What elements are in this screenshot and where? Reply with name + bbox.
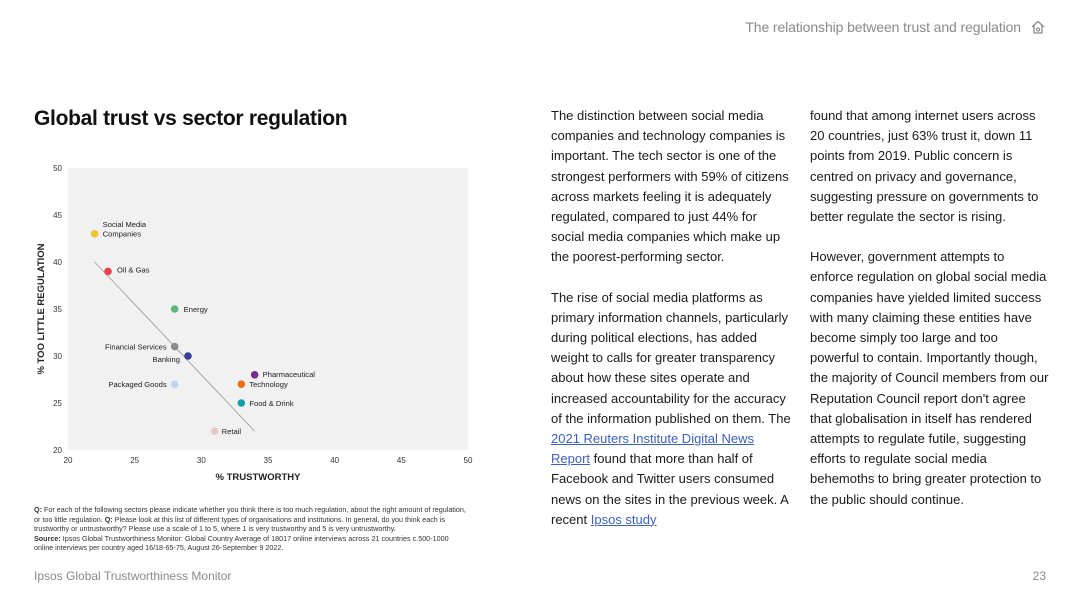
- data-point-banking: [184, 352, 192, 360]
- data-point-label: Food & Drink: [249, 399, 294, 408]
- y-tick-label: 50: [53, 164, 62, 173]
- y-tick-label: 45: [53, 211, 62, 220]
- y-tick-label: 40: [53, 258, 62, 267]
- x-axis-label: % TRUSTWORTHY: [215, 472, 301, 483]
- data-point-food-drink: [238, 399, 246, 407]
- data-point-label: Retail: [221, 427, 242, 437]
- x-tick-label: 45: [396, 456, 406, 465]
- paragraph: However, government attempts to enforce regulation on global social media companies have yielded limited success with many claiming these entities have become simply too large and too powerful to contain. Importantly though, the majority of Council members from our Reputation Council report don't agree that globalisation in itself has rendered attempts to regulate futile, suggesting efforts to regulate social media behemoths to bring greater protection to the public should continue.: [810, 249, 1049, 507]
- chart-title: Global trust vs sector regulation: [34, 107, 348, 130]
- page-number: 23: [1032, 569, 1046, 583]
- home-icon[interactable]: [1030, 19, 1046, 35]
- paragraph: found that among internet users across 20 countries, just 63% trust it, down 11 points from 2019. Public concern is centred on privacy and governance, suggesting pressure on governments to better regulate the sector is rising.: [810, 108, 1039, 225]
- data-point-financial-services: [171, 343, 179, 351]
- data-point-oil-gas: [104, 268, 112, 276]
- data-point-label: Banking: [152, 355, 180, 364]
- x-tick-label: 50: [463, 456, 473, 465]
- text-column-2: [810, 106, 1050, 530]
- data-point-label: Oil & Gas: [117, 265, 150, 275]
- y-axis-label: % TOO LITTLE REGULATION: [36, 243, 47, 375]
- reuters-report-link[interactable]: 2021 Reuters Institute Digital News Report: [551, 431, 755, 467]
- data-point-label: Social Media Companies: [102, 219, 147, 239]
- y-tick-label: 20: [53, 446, 62, 455]
- x-tick-label: 35: [263, 456, 273, 465]
- text-column-1: [551, 106, 793, 550]
- data-point-retail: [211, 427, 219, 435]
- scatter-chart: [30, 160, 475, 490]
- data-point-label: Technology: [249, 380, 288, 390]
- x-tick-label: 20: [63, 456, 73, 465]
- data-point-pharmaceutical: [251, 371, 259, 379]
- data-point-technology: [238, 380, 246, 388]
- x-tick-label: 40: [330, 456, 340, 465]
- y-tick-label: 30: [53, 352, 62, 361]
- ipsos-study-link[interactable]: Ipsos study: [590, 511, 657, 527]
- header-title: The relationship between trust and regulation: [745, 19, 1021, 35]
- paragraph: The rise of social media platforms as primary information channels, particularly during political elections, has added weight to calls for greater transparency about how these sites operate and increased accountability for the accuracy of the information published on them. The 2021 Reuters Institute Digital News Report found that more than half of Facebook and Twitter users consumed news on the sites in the previous week. A recent Ipsos study: [551, 289, 791, 527]
- data-point-energy: [171, 305, 179, 313]
- x-tick-label: 25: [130, 456, 140, 465]
- y-tick-label: 35: [53, 305, 62, 314]
- data-point-label: Pharmaceutical: [262, 369, 316, 379]
- data-point-social-media: [91, 230, 99, 238]
- data-point-packaged-goods: [171, 380, 179, 388]
- x-tick-label: 30: [196, 456, 206, 465]
- footer-source: Ipsos Global Trustworthiness Monitor: [34, 569, 232, 583]
- data-point-label: Packaged Goods: [108, 380, 167, 390]
- paragraph: The distinction between social media companies and technology companies is important. The tech sector is one of the strongest performers with 59% of citizens across markets feeling it is adequately regulated, compared to just 44% for social media companies which make up the poorest-performing sector.: [551, 108, 789, 265]
- data-point-label: Energy: [183, 305, 208, 314]
- header: [745, 19, 1046, 35]
- data-point-label: Financial Services: [105, 342, 167, 352]
- y-tick-label: 25: [53, 399, 62, 408]
- chart-footnote: Q: For each of the following sectors please indicate whether you think there is too much regulation, about the right amount of regulation, or too little regulation. Q: Please look at this list of different types of organisations and institutions. In general, do you think each is trustworthy or untrustworthy? Please use a scale of 1 to 5, where 1 is very trustworthy and 5 is very untrustworthy. Source: Ipsos Global Trustworthiness Monitor: Global Country Average of 18017 online interviews across 21 countries c.500-1000 online interviews per country aged 16/18-65-75, August 26-September 9 2022.: [34, 505, 466, 553]
